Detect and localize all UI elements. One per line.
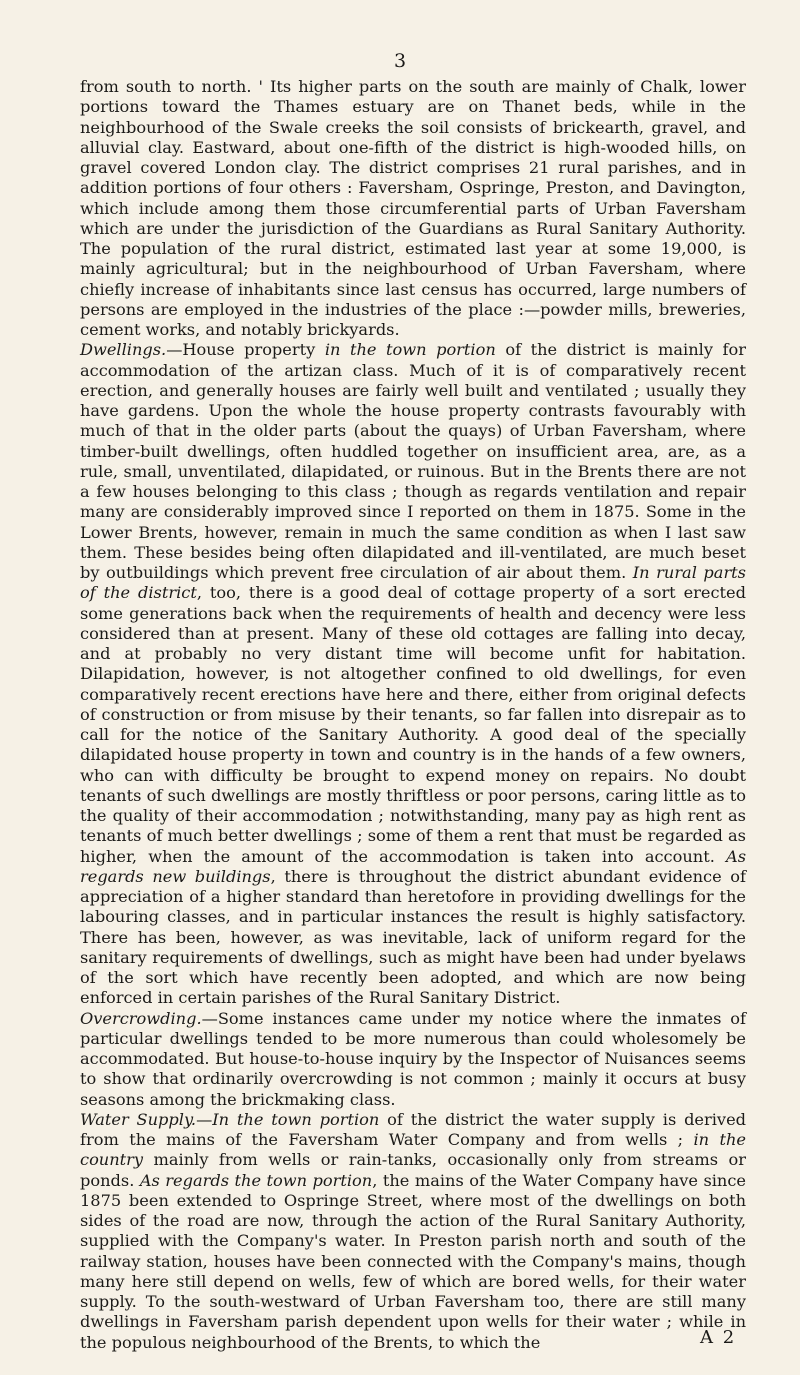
paragraph-dwellings — [80, 340, 746, 1008]
page-number: 3 — [393, 50, 407, 72]
italic-text-segment: As regards the town portion — [139, 1170, 373, 1190]
text-segment: , there is throughout the district abundant evidence of appreciation of a higher standard than heretofore in providing dwellings for the labouring classes, and in particular instances the result is highly satisfactory. There has been, however, as was inevitable, lack of uniform regard for the sanitary requirements of dwellings, such as might have been had under byelaws of the sort which have recently been adopted, and which are now being enforced in certain parishes of the Rural Sanitary District. — [80, 866, 747, 1008]
text-segment: of the district is mainly for accommodation of the artizan class. Much of it is of comparatively recent erection, and generally houses are fairly well built and ventilated ; usually they have gardens. Upon the whole the house property contrasts favourably with much of that in the older parts (about the quays) of Urban Faversham, where timber-built dwellings, often huddled together on insufficient area, are, as a rule, small, unventilated, dilapidated, or ruinous. But in the Brents there are not a few houses belonging to this class ; though as regards ventilation and repair many are considerably improved since I reported on them in 1875. Some in the Lower Brents, however, remain in much the same condition as when I last saw them. These besides being often dilapidated and ill-ventilated, are much beset by outbuildings which prevent free circulation of air about them. — [80, 340, 746, 582]
text-segment: of the district the water supply is derived from the mains of the Faversham Water Company and from wells ; — [80, 1109, 747, 1149]
paragraph-water-supply — [80, 1110, 746, 1353]
paragraph-geology — [80, 77, 746, 340]
text-body — [80, 77, 746, 1353]
italic-text-segment: Dwellings. — [80, 340, 167, 360]
italic-text-segment: in the town portion — [324, 340, 496, 360]
text-segment: mainly from wells or rain-tanks, occasionally only from streams or ponds. — [80, 1150, 746, 1190]
text-segment: —House property — [166, 340, 325, 360]
paragraph-overcrowding — [80, 1009, 746, 1110]
signature-mark: A 2 — [700, 1327, 737, 1348]
italic-text-segment: In the town portion — [212, 1109, 380, 1129]
text-segment: from south to north. ' Its higher parts on the south are mainly of Chalk, lower portions toward the Thames estuary are on Thanet beds, while in the neighbourhood of the Swale creeks the soil consists of brickearth, gravel, and alluvial clay. Eastward, about one-fifth of the district is high-wooded hills, on gravel covered London clay. The district comprises 21 rural parishes, and in addition portions of four others : Faversham, Ospringe, Preston, and Davington, which include among them those circumferential parts of Urban Faversham which are under the jurisdiction of the Guardians as Rural Sanitary Authority. The population of the rural district, estimated last year at some 19,000, is mainly agricultural; but in the neighbourhood of Urban Faversham, where chiefly increase of inhabitants since last census has occurred, large numbers of persons are employed in the industries of the place :—powder mills, breweries, cement works, and notably brickyards. — [80, 77, 746, 339]
italic-text-segment: Water Supply. — [80, 1109, 197, 1129]
italic-text-segment: in the country — [80, 1130, 746, 1170]
text-segment: , the mains of the Water Company have since 1875 been extended to Ospringe Street, where most of the dwellings on both sides of the road are now, through the action of the Rural Sanitary Authority, supplied with the Company's water. In Preston parish north and south of the railway station, houses have been connected with the Company's mains, though many here still depend on wells, few of which are bored wells, for their water supply. To the south-westward of Urban Faversham too, there are still many dwellings in Faversham parish dependent upon wells for their water ; while in the populous neighbourhood of the Brents, to which the — [80, 1170, 746, 1352]
text-segment: , too, there is a good deal of cottage property of a sort erected some generations back when the requirements of health and decency were less considered than at present. Many of these old cottages are falling into decay, and at probably no very distant time will become unfit for habitation. Dilapidation, however, is not altogether confined to old dwellings, for even comparatively recent erections have here and there, either from original defects of construction or from misuse by their tenants, so far fallen into disrepair as to call for the notice of the Sanitary Authority. A good deal of the specially dilapidated house property in town and country is in the hands of a few owners, who can with difficulty be brought to expend money on repairs. No doubt tenants of such dwellings are mostly thriftless or poor persons, caring little as to the quality of their accommodation ; notwithstanding, many pay as high rent as tenants of much better dwellings ; some of them a rent that must be regarded as higher, when the amount of the accommodation is taken into account. — [80, 583, 746, 866]
text-segment: — — [196, 1109, 213, 1129]
italic-text-segment: As regards new buildings — [80, 846, 746, 886]
italic-text-segment: In rural parts of the district — [80, 563, 746, 603]
italic-text-segment: Overcrowding. — [80, 1008, 202, 1028]
text-segment: —Some instances came under my notice where the inmates of particular dwellings tended to be more numerous than could wholesomely be accommodated. But house-to-house inquiry by the Inspector of Nuisances seems to show that ordinarily overcrowding is not common ; mainly it occurs at busy seasons among the brickmaking class. — [80, 1008, 746, 1109]
